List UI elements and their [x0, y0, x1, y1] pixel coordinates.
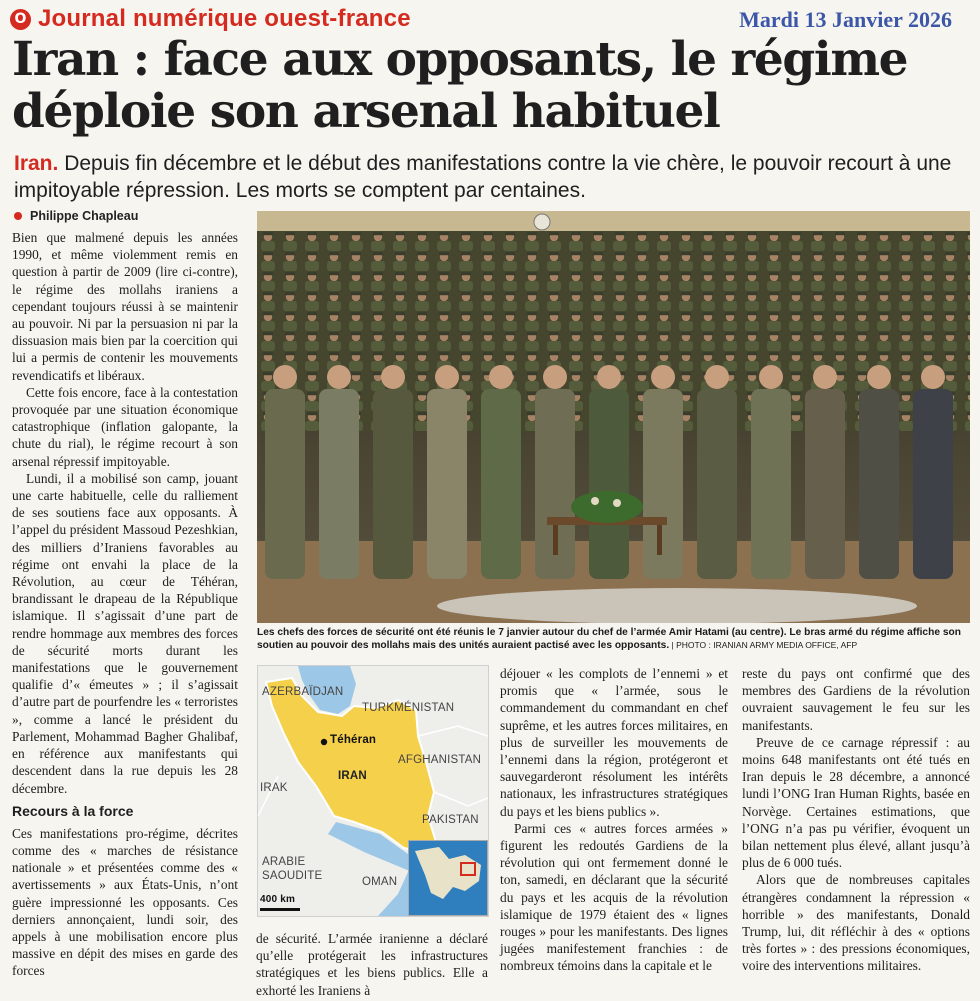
officer-figure — [643, 365, 683, 579]
officer-figure — [805, 365, 845, 579]
label-afghanistan: AFGHANISTAN — [398, 754, 482, 766]
article-column-4 — [742, 665, 970, 975]
kicker: Iran. — [14, 152, 59, 175]
label-saoudite: SAOUDITE — [262, 870, 323, 882]
iran-map — [257, 665, 489, 917]
officer-figure — [751, 365, 791, 579]
standfirst — [14, 150, 974, 204]
headline: Iran : face aux opposants, le régime déploie son arsenal habituel — [12, 32, 908, 139]
paragraph: Preuve de ce carnage répressif : au moins 648 manifestants ont été tués en Iran depuis le 28 décembre, a annoncé lundi l’ONG Iran Human Rights, basée en Norvège. Certaines estimations, que l’ONG n’a pas pu vérifier, évoquent un bilan nettement plus élevé, allant jusqu’à plus de 6 000 tués. — [742, 734, 970, 871]
label-turkmenistan: TURKMÉNISTAN — [362, 702, 455, 714]
paragraph: Bien que malmené depuis les années 1990, et même violemment remis en question à partir de 2009 (lire ci-contre), le régime des mollahs iraniens a cependant toujours réussi à se maintenir au pouvoir. Ni par la persuasion ni par la dissuasion mais bien par la coercition qui lui a permis de contenir les mouvements revendicatifs et libéraux. — [12, 230, 238, 383]
subheading: Recours à la force — [12, 802, 134, 819]
paragraph: déjouer « les complots de l’ennemi » et promis que « l’armée, sous le commandement du commandant en chef suprême, et les autres forces militaires, en plus de surveiller les mouvements de l’ennemi dans la région, protégeront et sauvegarderont résolument les intérêts nationaux, les infrastructures stratégiques du pays et les biens publics ». — [500, 666, 728, 819]
label-oman: OMAN — [362, 876, 398, 888]
officer-figure — [913, 365, 953, 579]
article-column-3 — [500, 665, 728, 975]
article-photo — [257, 211, 970, 623]
article-column-1 — [12, 229, 238, 980]
photo-credit: | PHOTO : IRANIAN ARMY MEDIA OFFICE, AFP — [669, 640, 858, 650]
label-irak: IRAK — [260, 782, 288, 794]
byline-bullet-icon — [14, 212, 22, 220]
officer-figure — [589, 365, 629, 579]
photo-caption — [257, 626, 970, 652]
officer-figure — [373, 365, 413, 579]
paragraph: Parmi ces « autres forces armées » figurent les redoutés Gardiens de la révolution qui ont fermement donné le ton, samedi, en déclarant que la sécurité du pays et les acquis de la révolution islamique de 1979 étaient des « lignes rouges » pour les manifestants. Des lignes jugées manifestement franchies : de nombreux témoins dans la capitale et le — [500, 820, 728, 974]
label-azerbaidjan: AZERBAÏDJAN — [262, 686, 344, 698]
globe-locator-icon — [409, 841, 487, 915]
map-inset — [408, 840, 488, 916]
paragraph: Lundi, il a mobilisé son camp, jouant une carte habituelle, celle du ralliement de ses soutiens face aux opposants. À l’appel du président Massoud Pezeshkian, des milliers d’Iraniens favorables au régime ont envahi la place de la Révolution, au cœur de Téhéran, brandissant le drapeau de la République islamique. Il s’agissait d’une part de rendre hommage aux membres des forces de sécurité morts durant les manifestations que le gouvernement qualifie d’« émeutes » ; il s’agissait d’autre part de pourfendre les « terroristes », comme a lancé le président du Parlement, Mohammad Bagher Ghalibaf, en référence aux manifestants qui descendent dans la rue depuis les 28 décembre. — [12, 470, 238, 796]
article-column-2 — [256, 930, 488, 999]
journal-name: Journal numérique ouest-france — [38, 5, 411, 32]
officer-figure — [319, 365, 359, 579]
paragraph: Cette fois encore, face à la contestation provoquée par une situation économique catastrophique (inflation galopante, la chute du rial), le régime recourt à son arsenal répressif impitoyable. — [12, 384, 238, 469]
masthead — [10, 6, 411, 32]
officer-figure — [697, 365, 737, 579]
issue-date: Mardi 13 Janvier 2026 — [739, 7, 952, 32]
military-gathering-photo — [257, 211, 970, 623]
label-pakistan: PAKISTAN — [422, 814, 479, 826]
officer-figure — [427, 365, 467, 579]
label-teheran: Téhéran — [330, 734, 377, 746]
officer-figure — [265, 365, 305, 579]
label-arabie: ARABIE — [262, 856, 306, 868]
author: Philippe Chapleau — [30, 209, 139, 223]
paragraph: reste du pays ont confirmé que des membres des Gardiens de la révolution ouvraient sauvagement le feu sur les manifestants. — [742, 666, 970, 733]
byline — [14, 209, 138, 223]
officer-figure — [481, 365, 521, 579]
map-scale: 400 km — [260, 894, 296, 905]
paragraph: Alors que de nombreuses capitales étrangères condamnent la répression « horrible » des manifestants, Donald Trump, lui, dit réfléchir à des « options très fortes » : des pressions économiques, voire des interventions militaires. — [742, 872, 970, 974]
officer-figure — [859, 365, 899, 579]
paragraph: de sécurité. L’armée iranienne a déclaré qu’elle protégerait les infrastructures stratégiques et les biens publics. Elle a exhorté les Iraniens à — [256, 931, 488, 998]
caption-text: Les chefs des forces de sécurité ont été réunis le 7 janvier autour du chef de l’armée Amir Hatami (au centre). Le bras armé du régime affiche son soutien au pouvoir des mollahs mais des unités auraient pactisé avec les opposants. — [257, 627, 961, 651]
standfirst-text: Depuis fin décembre et le début des manifestations contre la vie chère, le pouvoir recourt à une impitoyable répression. Les morts se comptent par centaines. — [14, 152, 952, 202]
label-iran: IRAN — [338, 770, 367, 782]
logo-icon: O — [10, 9, 31, 30]
paragraph: Ces manifestations pro-régime, décrites comme des « marches de résistance nationale » et présentées comme des « avertissements » aux États-Unis, n’ont guère impressionné les opposants. Ces derniers annonçaient, lundi soir, des appels à une mobilisation encore plus massive en dépit des mises en garde des forces — [12, 825, 238, 979]
